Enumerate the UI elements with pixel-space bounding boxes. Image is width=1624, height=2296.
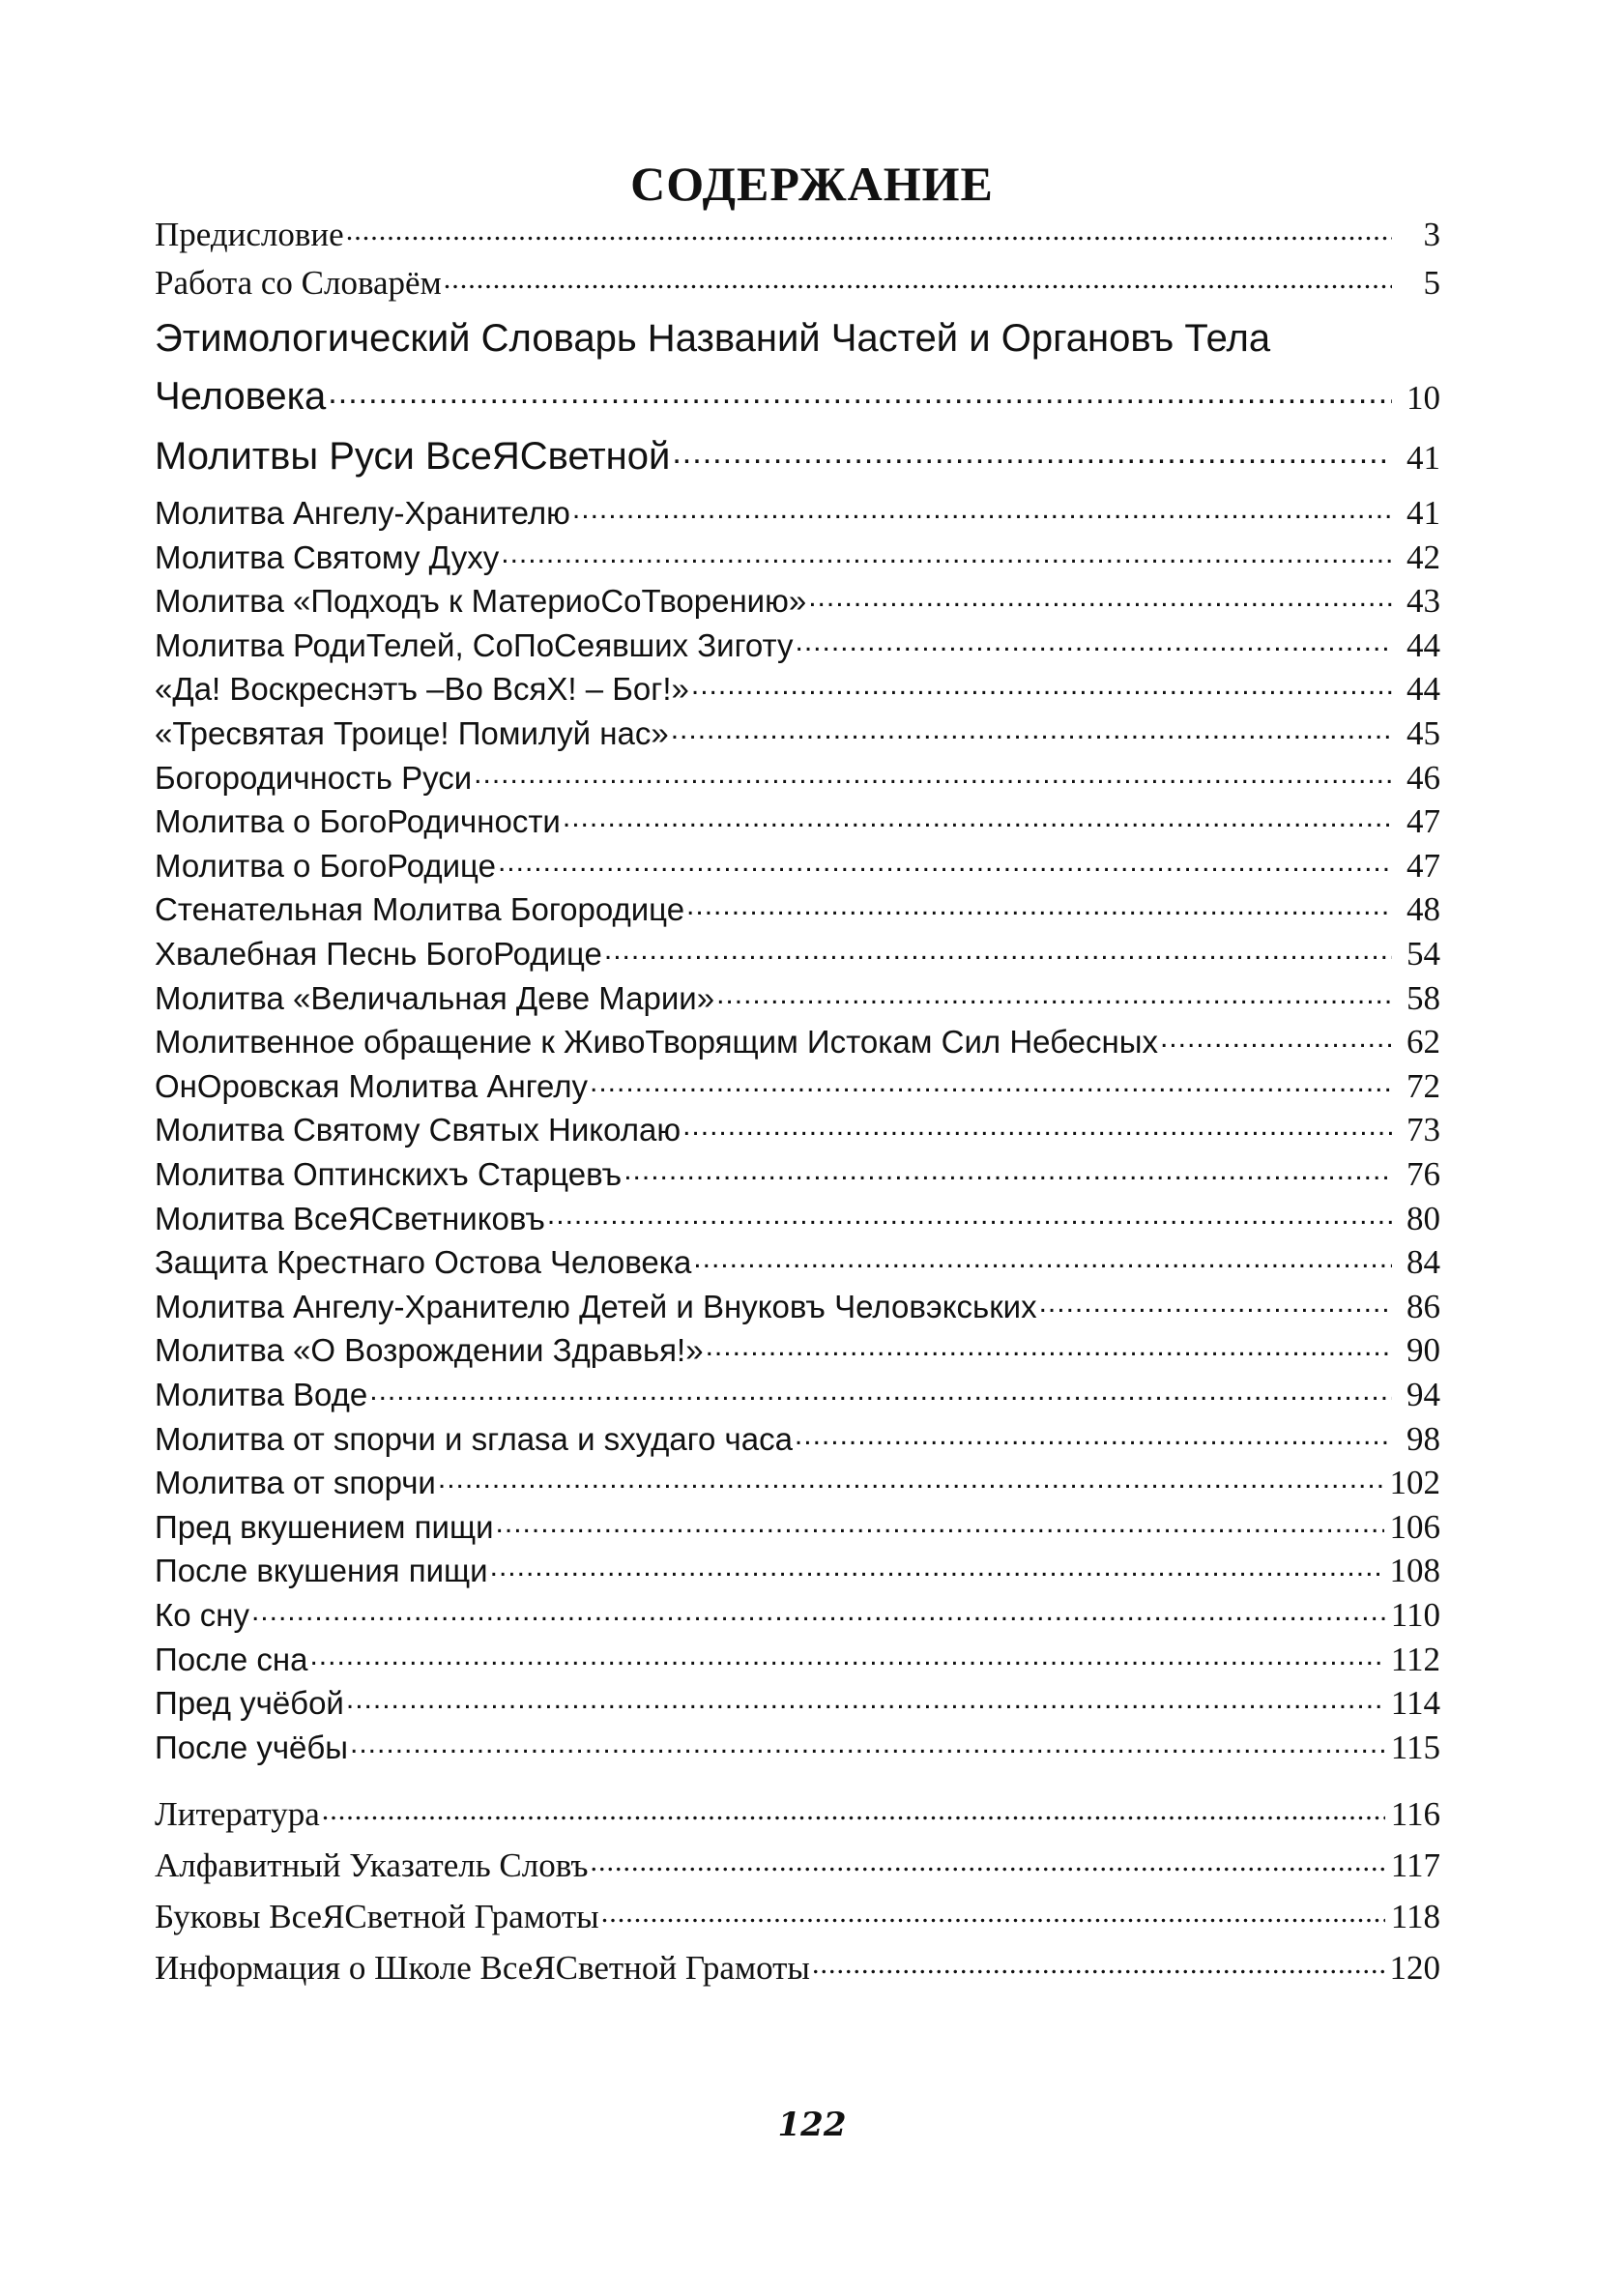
toc-entry-label: ОнОровская Молитва Ангелу (155, 1068, 589, 1104)
toc-entry-label: Литература (155, 1795, 320, 1833)
toc-entry-page: 62 (1406, 1023, 1440, 1061)
toc-entry-label: Молитва «О Возрождении Здравья!» (155, 1332, 704, 1368)
dot-leader (682, 1112, 1392, 1141)
toc-entry-page: 115 (1390, 1729, 1440, 1766)
toc-entry-page: 58 (1406, 979, 1440, 1017)
dot-leader (328, 374, 1392, 409)
toc-entry-prayer[interactable] (155, 1199, 1440, 1239)
toc-entry-prayer[interactable] (155, 1066, 1440, 1107)
dot-leader (346, 217, 1392, 246)
dot-leader (309, 1642, 1384, 1671)
dot-leader (563, 803, 1392, 832)
dot-leader (693, 1244, 1392, 1273)
dot-leader (369, 1377, 1392, 1406)
toc-entry-label: Молитва Ангелу-Хранителю (155, 495, 570, 531)
toc-entry-prayer[interactable] (155, 801, 1440, 842)
toc-entry-label: Молитва от sпорчи (155, 1465, 436, 1500)
toc-entry-page: 102 (1389, 1464, 1440, 1501)
toc-entry-school-info[interactable] (155, 1948, 1440, 1989)
toc-entry-label: Этимологический Словарь Названий Частей и Органовъ Тела (155, 317, 1271, 360)
toc-entry-prayer[interactable] (155, 713, 1440, 754)
dot-leader (601, 1899, 1385, 1928)
dot-leader (812, 1950, 1384, 1979)
toc-entry-page: 48 (1406, 890, 1440, 928)
toc-entry-alphabetical-index[interactable] (155, 1846, 1440, 1886)
toc-entry-label: После сна (155, 1642, 308, 1677)
toc-entry-prayer[interactable] (155, 1242, 1440, 1283)
dot-leader (706, 1332, 1392, 1361)
dot-leader (671, 715, 1392, 744)
toc-entry-page: 90 (1406, 1331, 1440, 1369)
toc-entry-page: 41 (1406, 439, 1440, 477)
toc-entry-page: 73 (1406, 1111, 1440, 1148)
toc-entry-page: 98 (1406, 1420, 1440, 1458)
toc-entry-label: Стенательная Молитва Богородице (155, 891, 685, 927)
dot-leader (716, 980, 1392, 1009)
dot-leader (672, 434, 1392, 469)
toc-entry-label: Молитва «Величальная Деве Марии» (155, 980, 715, 1016)
dot-leader (590, 1847, 1384, 1876)
toc-entry-page: 45 (1406, 714, 1440, 752)
dot-leader (590, 1068, 1392, 1097)
toc-entry-page: 94 (1406, 1376, 1440, 1413)
page-title: СОДЕРЖАНИЕ (630, 157, 994, 211)
toc-entry-prayer[interactable] (155, 978, 1440, 1019)
dot-leader (604, 936, 1392, 965)
toc-entry-prayer[interactable] (155, 1640, 1440, 1680)
toc-entry-label: Работа со Словарём (155, 264, 442, 302)
toc-entry-prayer[interactable] (155, 493, 1440, 534)
toc-entry-label: Молитва Воде (155, 1377, 368, 1412)
toc-entry-page: 110 (1390, 1596, 1440, 1634)
toc-entry-prayer[interactable] (155, 1375, 1440, 1415)
toc-entry-prayer[interactable] (155, 934, 1440, 974)
toc-entry-prayer[interactable] (155, 669, 1440, 710)
toc-entry-page: 46 (1406, 759, 1440, 797)
toc-entry-prayer[interactable] (155, 1683, 1440, 1724)
toc-entry-letters[interactable] (155, 1897, 1440, 1937)
toc-entry-label: Молитва о БогоРодице (155, 848, 496, 884)
toc-entry-label: Алфавитный Указатель Словъ (155, 1846, 589, 1884)
dot-leader (322, 1796, 1385, 1825)
toc-entry-page: 72 (1406, 1067, 1440, 1105)
dot-leader (686, 891, 1392, 920)
toc-entry-prayer[interactable] (155, 889, 1440, 930)
toc-entry-page: 44 (1406, 626, 1440, 664)
toc-entry-page: 44 (1406, 670, 1440, 708)
toc-entry-prayer[interactable] (155, 1287, 1440, 1327)
dot-leader (501, 539, 1392, 568)
toc-entry-page: 47 (1406, 802, 1440, 840)
toc-entry-prayer[interactable] (155, 538, 1440, 578)
dot-leader (438, 1465, 1384, 1494)
dot-leader (796, 627, 1393, 656)
toc-entry-label: Ко сну (155, 1597, 249, 1633)
dot-leader (547, 1201, 1392, 1230)
toc-entry-page: 116 (1390, 1795, 1440, 1833)
toc-entry-label: Буковы ВсеЯСветной Грамоты (155, 1898, 599, 1935)
toc-entry-label: Молитва Ангелу-Хранителю Детей и Внуковъ Человэкських (155, 1289, 1037, 1324)
toc-entry-page: 118 (1390, 1898, 1440, 1935)
toc-entry-dictionary-work[interactable] (155, 263, 1440, 304)
toc-entry-label: Молитва Святому Святых Николаю (155, 1112, 682, 1148)
dot-leader (808, 583, 1392, 612)
dot-leader (572, 495, 1392, 524)
toc-entry-prayer[interactable] (155, 1419, 1440, 1460)
toc-entry-page: 5 (1423, 264, 1440, 302)
toc-entry-label: Молитва РодиТелей, СоПоСеявших Зиготу (155, 627, 794, 663)
toc-entry-prayer[interactable] (155, 758, 1440, 799)
toc-entry-label: После учёбы (155, 1729, 349, 1765)
dot-leader (624, 1156, 1392, 1185)
dot-leader (251, 1597, 1385, 1626)
toc-entry-prayer[interactable] (155, 1728, 1440, 1768)
toc-entry-page: 43 (1406, 582, 1440, 620)
toc-entry-prayer[interactable] (155, 1022, 1440, 1062)
toc-section-prayers[interactable] (155, 433, 1440, 481)
toc-entry-page: 112 (1390, 1641, 1440, 1678)
toc-entry-page: 108 (1389, 1552, 1440, 1589)
toc-entry-label: После вкушения пищи (155, 1553, 488, 1588)
toc-entry-page: 106 (1389, 1508, 1440, 1546)
dot-leader (346, 1685, 1385, 1714)
toc-entry-preface[interactable] (155, 215, 1440, 255)
toc-entry-label: Защита Крестнаго Остова Человека (155, 1244, 692, 1280)
toc-entry-page: 54 (1406, 935, 1440, 973)
dot-leader (498, 848, 1392, 877)
toc-entry-label: Информация о Школе ВсеЯСветной Грамоты (155, 1949, 810, 1987)
toc-entry-page: 76 (1406, 1155, 1440, 1193)
toc-entry-prayer[interactable] (155, 1154, 1440, 1195)
toc-entry-page: 114 (1390, 1684, 1440, 1722)
toc-entry-label: Молитва о БогоРодичности (155, 803, 561, 839)
dot-leader (795, 1421, 1392, 1450)
toc-entry-prayer[interactable] (155, 1551, 1440, 1591)
toc-entry-prayer[interactable] (155, 1463, 1440, 1503)
toc-entry-prayer[interactable] (155, 625, 1440, 666)
toc-entry-prayer[interactable] (155, 1507, 1440, 1548)
toc-entry-page: 41 (1406, 494, 1440, 532)
toc-entry-dictionary-line2[interactable] (155, 373, 1440, 421)
dot-leader (1039, 1289, 1392, 1318)
toc-entry-prayer[interactable] (155, 1110, 1440, 1150)
toc-entry-label: Предисловие (155, 216, 344, 253)
toc-entry-page: 120 (1389, 1949, 1440, 1987)
toc-entry-dictionary-line1[interactable] (155, 315, 1440, 362)
toc-entry-page: 10 (1406, 379, 1440, 417)
toc-entry-label: «Тресвятая Троице! Помилуй нас» (155, 715, 669, 751)
toc-entry-page: 117 (1390, 1846, 1440, 1884)
dot-leader (691, 671, 1392, 700)
toc-entry-page: 86 (1406, 1288, 1440, 1325)
toc-entry-label: Пред учёбой (155, 1685, 344, 1721)
toc-entry-label: Богородичность Руси (155, 760, 473, 796)
toc-entry-label: Молитва Святому Духу (155, 539, 500, 575)
toc-entry-label: Молитва Оптинскихъ Старцевъ (155, 1156, 623, 1192)
toc-entry-label: Молитвы Руси ВсеЯСветной (155, 435, 671, 478)
toc-entry-prayer[interactable] (155, 581, 1440, 622)
toc-entry-page: 42 (1406, 538, 1440, 576)
toc-entry-label: Молитвенное обращение к ЖивоТворящим Истокам Сил Небесных (155, 1024, 1158, 1060)
toc-entry-label: Молитва «Подходъ к МатериоСоТворению» (155, 583, 807, 619)
toc-entry-page: 3 (1423, 216, 1440, 253)
toc-entry-prayer[interactable] (155, 1330, 1440, 1371)
dot-leader (490, 1553, 1384, 1582)
dot-leader (496, 1509, 1384, 1538)
dot-leader (474, 760, 1392, 789)
toc-entry-label: «Да! Воскреснэтъ –Во ВсяХ! – Бог!» (155, 671, 689, 707)
dot-leader (444, 265, 1392, 294)
toc-entry-literature[interactable] (155, 1794, 1440, 1835)
toc-entry-page: 80 (1406, 1200, 1440, 1237)
toc-entry-prayer[interactable] (155, 846, 1440, 886)
dot-leader (350, 1729, 1385, 1758)
toc-entry-page: 47 (1406, 847, 1440, 885)
toc-entry-label: Хвалебная Песнь БогоРодице (155, 936, 602, 972)
toc-entry-page: 84 (1406, 1243, 1440, 1281)
toc-entry-prayer[interactable] (155, 1595, 1440, 1636)
toc-entry-label: Пред вкушением пищи (155, 1509, 494, 1545)
dot-leader (1160, 1024, 1392, 1053)
toc-entry-label: Молитва ВсеЯСветниковъ (155, 1201, 545, 1236)
page-number: 122 (777, 2106, 847, 2144)
toc-entry-label: Молитва от sпорчи и sглаsа и sхудаго часа (155, 1421, 793, 1457)
toc-entry-label: Человека (155, 375, 327, 418)
